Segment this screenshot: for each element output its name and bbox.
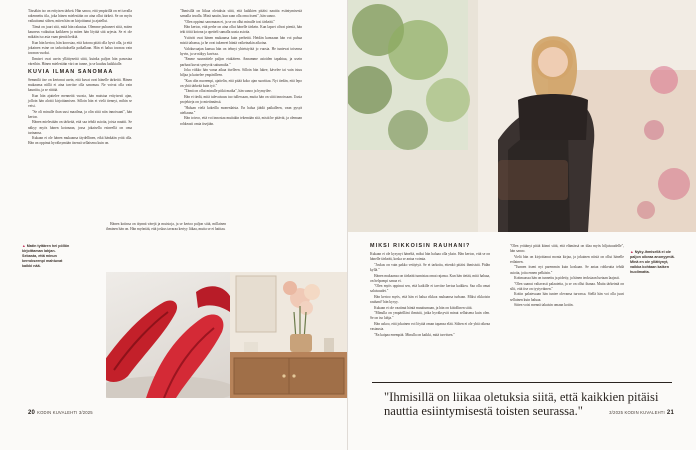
paragraph: "Minulla on ympärilläni ihmisiä, jotka hyväksyvät minut sellaisena kuin olen. Se on iso lahja." xyxy=(370,311,490,321)
paragraph: Ihmiset ovat usein yllättyneitä siitä, kuinka paljon hän panostaa väreihin. Hänen mielestään väri on tunne, ja se kuuluu kaikkialle. xyxy=(28,56,132,66)
shoes-photo xyxy=(106,272,230,398)
paragraph: "Haluan vielä kokeilla monenlaista. En halua jäädä paikalleen, vaan pysyä uteliaana." xyxy=(180,105,302,115)
paragraph: Tässäkin iso on erityisen tärkeä. Hän sanoo, että ympärillä on eri tavalla rakennettu tila, joka hänen mielestään on aina ollut tärkeä. Se on myös vaikuttanut siihen, miten hän on kirjoittanut ja ajatellut. xyxy=(28,9,132,24)
paragraph: "Se oli minulle ihan uusi maailma, ja olin siitä niin innoissani", hän kertoo. xyxy=(28,109,132,119)
portrait-photo xyxy=(348,0,696,232)
right-page xyxy=(348,0,696,450)
paragraph: "Kun olin nuorempi, ajattelin, että pitää koko ajan suorittaa. Nyt tiedän, että lepo on yhtä tärkeää kuin työ." xyxy=(180,78,302,88)
paragraph: "Ihmisillä on liikaa oletuksia siitä, että kaikkien pitäisi nauttia esiintymisestä samalla tavalla. Minä nautin, kun saan olla oma itseni", hän sanoo. xyxy=(180,9,302,19)
caption-marker-icon: ▲ xyxy=(22,244,26,248)
paragraph: Kotiin palatessaan hän tuntee olevansa turvassa. Siellä hän voi olla juuri sellainen kuin haluaa. xyxy=(510,292,624,302)
left-column-1-end xyxy=(106,222,226,233)
paragraph: Hän toivoo, että voi innostaa muitakin tekemään sitä, mistä he pitävät, ja olemaan rohkeasti omia itsejään. xyxy=(180,116,302,126)
paragraph: Vielä hän on kirjoittanut monta kirjaa, ja jokainen niistä on ollut hänelle erilainen. xyxy=(510,254,624,264)
left-column-2 xyxy=(180,9,302,127)
paragraph: Kotimaassa hän on tunnettu ja pidetty, ja hänen teoksiaan luetaan laajasti. xyxy=(514,276,620,281)
page-number: 21 xyxy=(666,410,674,416)
quote-rule-top xyxy=(372,382,672,383)
paragraph: Hänen mukaansa on tärkeää tunnistaa omat rajansa. Kun hän tietää, mitä haluaa, on helpompi sanoa ei. xyxy=(370,273,490,283)
pull-quote: "Ihmisillä on liikaa oletuksia siitä, että kaikkien pitäisi nauttia esiintymisestä toisten seurassa." xyxy=(384,390,659,419)
caption-text: Nyky-ihmisellä ei ole paljon oikeaa anonyymiä. Minä en ole yllättynyt, vaikka kohtaan kaiken huolimatta. xyxy=(630,250,675,274)
paragraph: "En kaipaa enempää. Minulla on kaikki, mitä tarvitsen." xyxy=(374,332,455,337)
paragraph: "Olen saanut valtavasti palautetta, ja se on ollut ihanaa. Mutta tärkeintä on silti, että itse on tyytyväinen." xyxy=(510,281,624,291)
right-folio xyxy=(609,410,674,416)
left-folio xyxy=(28,410,93,416)
paragraph: "Emme suunnittele paljon etukäteen. Annamme asioiden tapahtua, ja usein parhaat kuvat syntyvät sattumalta." xyxy=(180,57,302,67)
paragraph: "Olen yrittänyt pitää kiinni siitä, että elämässä on tilaa myös hiljaisuudelle", hän sanoo. xyxy=(510,244,624,254)
paragraph: Kukaan ei ole kysynyt häneltä, miksi hän haluaa olla yksin. Hän kertoo, että se on hänelle tärkeää, koska se antaa voimia. xyxy=(370,252,490,262)
right-column-1 xyxy=(370,244,490,338)
paragraph: Hänen mielestään on tärkeää, että saa tehdä asioita, joista nauttii. Se näkyy myös hänen kotonaan, jossa jokaisella esineellä on oma tarinansa. xyxy=(28,120,132,135)
paragraph: Hän kertoo, että perhe on aina ollut hänelle tärkein. Kun lapset olivat pieniä, hän teki töitä kotona ja opetteli samalla uusia asioita. xyxy=(180,25,302,35)
paragraph: Kun hän kertoo, hän korostaa, että kotona pitää olla hyvä olla, ja että jokainen esine on tarkoituksella paikallaan. Hän ei halua tavaraa vain tavaran vuoksi. xyxy=(28,40,132,56)
section-subhead: MIKSI RIKKOISIN RAUHANI? xyxy=(370,243,471,249)
shoes-illustration xyxy=(106,272,230,398)
paragraph: Joka viikko hän varaa aikaa itselleen. Silloin hän lukee, kävelee tai vain istuu hiljaa ja katselee ympärilleen. xyxy=(180,68,302,78)
paragraph: "Joskus on vain pakko vetäytyä. Se ei tarkoita, ettenkö pitäisi ihmisistä. Pidän kyllä." xyxy=(370,262,490,273)
paragraph: Ystävät ovat hänen mukaansa kuin perhettä. Heidän kanssaan hän voi puhua mistä tahansa, ja he ovat tukeneet häntä vaikeinakin aikoina. xyxy=(180,35,302,46)
photo-caption xyxy=(22,244,70,269)
paragraph: Valokuvaajan kanssa hän on tehnyt yhteistyötä jo vuosia. He tuntevat toisensa hyvin, ja se näkyy kuvissa. xyxy=(180,46,302,56)
paragraph: "Olen myös oppinut sen, että kaikille ei tarvitse kertoa kaikkea. Saa olla omat salaisuudet." xyxy=(370,284,490,294)
photo-caption xyxy=(630,250,680,275)
portrait-illustration xyxy=(348,0,696,232)
paragraph: Hän uskoo, että jokainen voi löytää oman tapansa elää. Siihen ei ole yhtä oikeaa vastausta. xyxy=(370,321,490,332)
flowers-photo xyxy=(230,272,348,398)
paragraph: Hänen kotinsa on täynnä värejä ja muistoja, ja se kertoo paljon siitä, millainen ihminen hän on. Hän myöntää, että joskus tavaraa kertyy liikaa, mutta se ei haittaa. xyxy=(106,222,226,232)
paragraph: "Tunnen itseni nyt paremmin kuin koskaan. Se antaa rohkeutta tehdä asioita, joita ennen pelkäsin." xyxy=(510,265,624,275)
caption-marker-icon: ▲ xyxy=(630,250,634,254)
section-subhead: KUVIA ILMAN SANOMAA xyxy=(28,68,114,75)
still-life-illustration xyxy=(230,272,348,398)
paragraph: Tämä on juuri sitä, mitä hän rakastaa. Olemme puhuneet siitä, miten kauneus vaikuttaa kaikkeen ja miten hän löytää sitä arjesta. Se ei ole mikään iso asia vaan pieniä hetkiä. xyxy=(28,24,132,40)
paragraph: Kukaan ei ole hänen mukaansa täydellinen, eikä hänkään yritä olla. Hän on oppinut hyväksymään itsensä sellaisena kuin on. xyxy=(28,136,132,146)
right-column-2 xyxy=(510,244,624,309)
magazine-issue: 3/2025 KODIN KUVALEHTI xyxy=(609,410,665,415)
left-column-1 xyxy=(28,9,132,147)
page-number: 20 xyxy=(28,410,36,416)
magazine-issue: KODIN KUVALEHTI 3/2025 xyxy=(37,410,93,415)
paragraph: Kukaan ei ole vaatinut häntä muuttumaan, ja hän on kiitollinen siitä. xyxy=(374,305,473,310)
paragraph: Semmilä itse on kertonut usein, että kuvat ovat hänelle tärkeitä. Hänen mukaansa niillä ei aina tarvitse olla sanomaa. Ne voivat olla vain kauniita, ja se riittää. xyxy=(28,78,132,93)
paragraph: Kun hän ajattelee menneitä vuosia, hän muistaa erityisesti ajan, jolloin hän aloitti kirjoittamisen. Silloin hän ei vielä tiennyt, mihin se veisi. xyxy=(28,93,132,109)
caption-text: Matin tyttären hei pöllön kirjoittaman lahjan. Sebasta, että minun kerrokseenpi mahtuvat kaikki nää. xyxy=(22,244,70,268)
paragraph: Hän kertoo myös, että hän ei halua rikkoa rauhaansa turhaan. Miksi rikkoisin rauhani? hän kysyy. xyxy=(370,294,490,305)
paragraph: Sitten voisi mennä takaisin omaan kotiin. xyxy=(514,303,574,308)
paragraph: "Tämä on ollut minulle pitkä matka", hän sanoo ja hymyilee. xyxy=(184,89,272,94)
paragraph: "Olen oppinut sanomaan ei, ja se on ollut minulle tosi tärkeää." xyxy=(184,19,275,24)
paragraph: Hän ei tiedä, mitä tulevaisuus tuo tullessaan, mutta hän on siitä innoissaan. Uusia projekteja on jo mietinnässä. xyxy=(180,95,302,105)
